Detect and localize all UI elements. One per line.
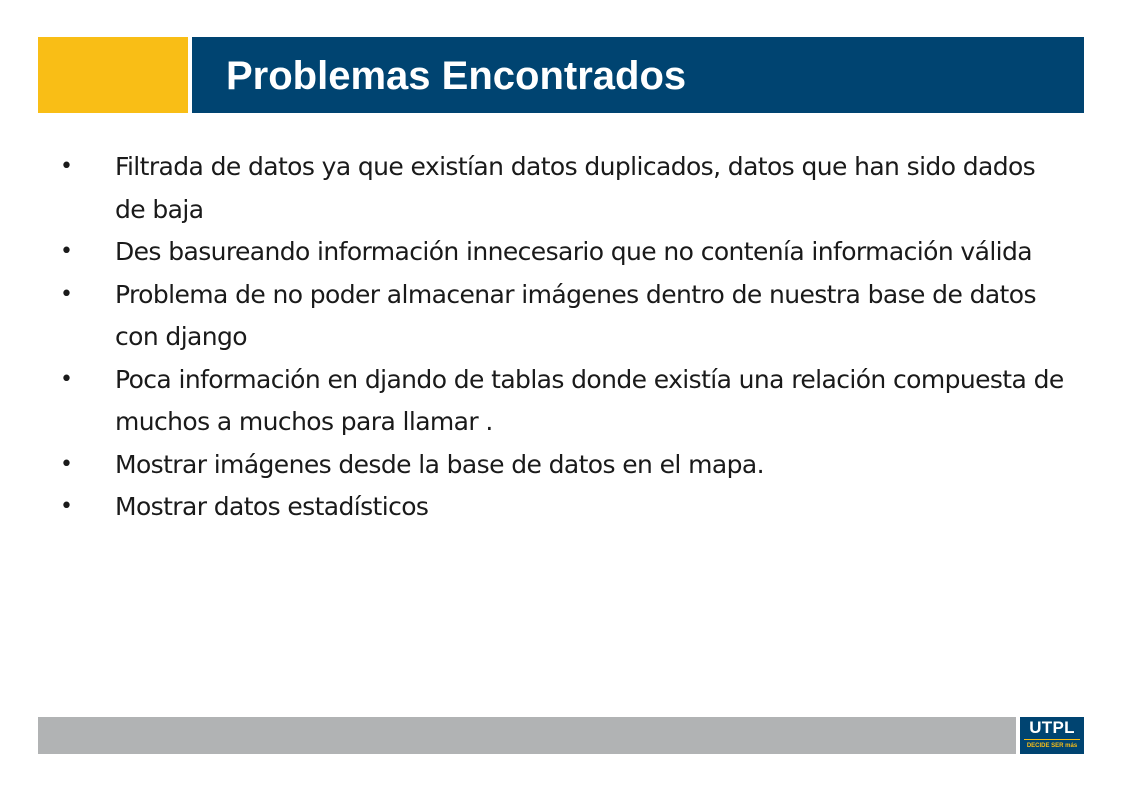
bullet-text: Mostrar datos estadísticos <box>115 492 429 521</box>
bullet-icon: • <box>60 281 73 307</box>
footer-bar <box>38 717 1016 754</box>
bullet-text: Poca información en djando de tablas donde existía una relación compuesta de muchos a muchos para llamar . <box>115 364 1064 436</box>
logo-wordmark: UTPL <box>1029 718 1075 737</box>
bullet-item <box>58 274 1068 359</box>
bullet-icon: • <box>60 451 73 477</box>
bullet-text: Problema de no poder almacenar imágenes dentro de nuestra base de datos con django <box>115 279 1036 351</box>
bullet-text: Des basureando información innecesario que no contenía información válida <box>115 237 1033 266</box>
bullet-icon: • <box>60 494 73 519</box>
title-bar <box>192 37 1084 113</box>
bullet-item <box>58 231 1068 274</box>
logo-tagline: DECIDE SER más <box>1026 743 1078 749</box>
bullet-item <box>58 146 1068 231</box>
bullet-item <box>58 359 1068 444</box>
bullet-list <box>58 146 1068 529</box>
bullet-text: Mostrar imágenes desde la base de datos en el mapa. <box>115 449 764 479</box>
bullet-icon: • <box>60 366 73 392</box>
logo-divider <box>1024 739 1080 740</box>
bullet-icon: • <box>60 239 73 264</box>
utpl-logo <box>1020 717 1084 754</box>
bullet-text: Filtrada de datos ya que existían datos duplicados, datos que han sido dados de baja <box>115 152 1036 224</box>
title-accent-block <box>38 37 188 113</box>
bullet-item <box>58 444 1068 487</box>
bullet-item <box>58 486 1068 529</box>
bullet-icon: • <box>60 154 73 179</box>
slide-title: Problemas Encontrados <box>226 54 687 98</box>
